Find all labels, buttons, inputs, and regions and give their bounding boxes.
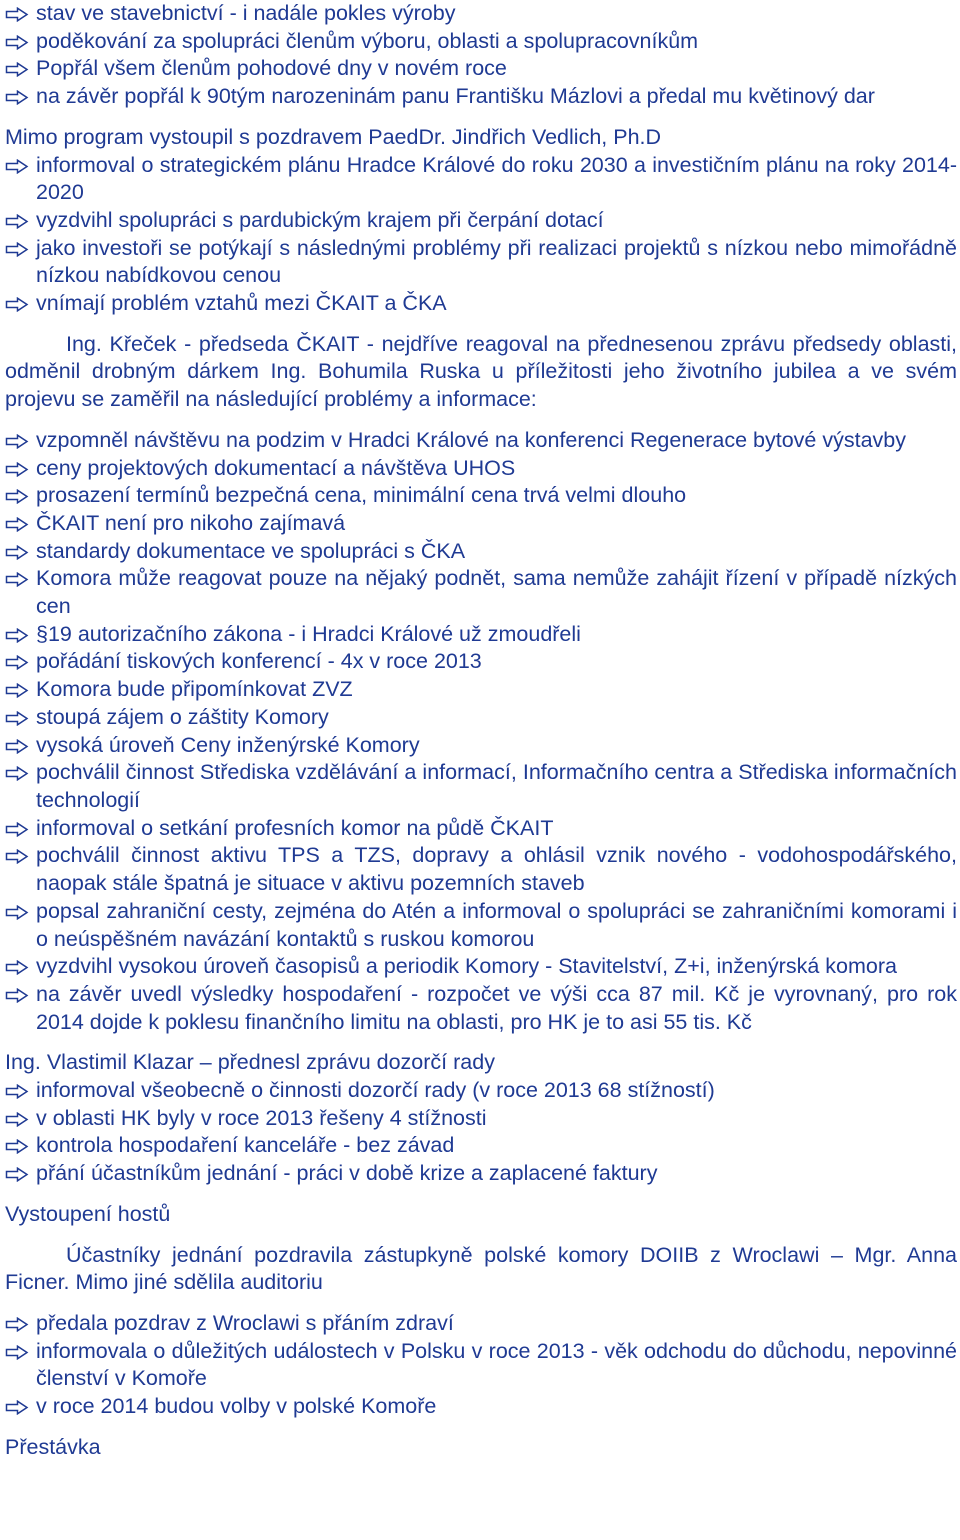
heading-break: Přestávka [5, 1434, 101, 1459]
list-item [5, 538, 957, 566]
outline-right-arrow-icon [5, 1084, 29, 1099]
list-vedlich-points [5, 152, 957, 318]
list-item-text: vyzdvihl vysokou úroveň časopisů a periodik Komory - Stavitelství, Z+i, inženýrská komora [36, 954, 897, 979]
outline-right-arrow-icon [5, 849, 29, 864]
list-item-text: popsal zahraniční cesty, zejména do Atén a informoval o spolupráci se zahraničními komorami i o neúspěšném navázání kontaktů s ruskou komorou [36, 898, 957, 951]
paragraph-ficner: Účastníky jednání pozdravila zástupkyně polské komory DOIIB z Wroclawi – Mgr. Anna Ficner. Mimo jiné sdělila auditoriu [5, 1242, 957, 1295]
list-item [5, 290, 957, 318]
outline-right-arrow-icon [5, 628, 29, 643]
list-item-text: předala pozdrav z Wroclawi s přáním zdraví [36, 1310, 454, 1335]
list-item-text: poděkování za spolupráci členům výboru, oblasti a spolupracovníkům [36, 28, 699, 53]
list-item-text: kontrola hospodaření kanceláře - bez závad [36, 1133, 455, 1158]
outline-right-arrow-icon [5, 1139, 29, 1154]
list-item [5, 704, 957, 732]
outline-right-arrow-icon [5, 545, 29, 560]
list-item-text: Komora může reagovat pouze na nějaký podnět, sama nemůže zahájit řízení v případě nízkých cen [36, 566, 957, 619]
list-item [5, 1077, 957, 1105]
list-item-text: prosazení termínů bezpečná cena, minimální cena trvá velmi dlouho [36, 483, 687, 508]
list-item-text: standardy dokumentace ve spolupráci s ČKA [36, 538, 466, 563]
list-item-text: pochválil činnost Střediska vzdělávání a informací, Informačního centra a Střediska informačních technologií [36, 760, 957, 812]
list-item-text: Popřál všem členům pohodové dny v novém roce [36, 56, 507, 81]
list-item-text: informoval o setkání profesních komor na půdě ČKAIT [36, 815, 554, 840]
outline-right-arrow-icon [5, 1400, 29, 1415]
outline-right-arrow-icon [5, 90, 29, 105]
heading-klazar: Ing. Vlastimil Klazar – přednesl zprávu dozorčí rady [5, 1050, 495, 1075]
list-supervisory-board [5, 1077, 957, 1188]
outline-right-arrow-icon [5, 1345, 29, 1360]
list-item-text: Komora bude připomínkovat ZVZ [36, 677, 353, 702]
heading-guests: Vystoupení hostů [5, 1201, 171, 1226]
list-item [5, 1160, 957, 1188]
list-item [5, 842, 957, 897]
document [5, 0, 957, 1461]
outline-right-arrow-icon [5, 1112, 29, 1127]
outline-right-arrow-icon [5, 683, 29, 698]
outline-right-arrow-icon [5, 7, 29, 22]
list-item [5, 676, 957, 704]
list-item-text: v oblasti HK byly v roce 2013 řešeny 4 stížnosti [36, 1105, 487, 1130]
outline-right-arrow-icon [5, 214, 29, 229]
outline-right-arrow-icon [5, 35, 29, 50]
outline-right-arrow-icon [5, 739, 29, 754]
list-item [5, 981, 957, 1036]
list-item [5, 207, 957, 235]
list-item [5, 648, 957, 676]
outline-right-arrow-icon [5, 822, 29, 837]
list-item [5, 0, 957, 28]
list-item [5, 1105, 957, 1133]
list-item [5, 953, 957, 981]
list-item [5, 1310, 957, 1338]
list-item-text: přání účastníkům jednání - práci v době krize a zaplacené faktury [36, 1161, 658, 1186]
list-item-text: na závěr uvedl výsledky hospodaření - rozpočet ve výši cca 87 mil. Kč je vyrovnaný, pro rok 2014 dojde k poklesu finančního limitu na oblasti, pro HK je to asi 55 tis. Kč [36, 981, 957, 1034]
heading-vedlich: Mimo program vystoupil s pozdravem PaedDr. Jindřich Vedlich, Ph.D [5, 124, 662, 149]
list-item [5, 732, 957, 760]
list-item [5, 759, 957, 814]
list-item-text: vyzdvihl spolupráci s pardubickým krajem při čerpání dotací [36, 207, 604, 232]
list-item [5, 83, 957, 111]
outline-right-arrow-icon [5, 297, 29, 312]
outline-right-arrow-icon [5, 489, 29, 504]
list-item [5, 1338, 957, 1393]
outline-right-arrow-icon [5, 988, 29, 1003]
list-item [5, 565, 957, 620]
list-item-text: vnímají problém vztahů mezi ČKAIT a ČKA [36, 291, 447, 316]
list-item [5, 898, 957, 953]
list-item [5, 1393, 957, 1421]
outline-right-arrow-icon [5, 766, 29, 781]
list-item [5, 815, 957, 843]
list-item-text: na závěr popřál k 90tým narozeninám panu Františku Mázlovi a předal mu květinový dar [36, 84, 875, 109]
list-item [5, 510, 957, 538]
list-item-text: stoupá zájem o záštity Komory [36, 704, 329, 729]
list-item [5, 427, 957, 455]
list-closing-remarks [5, 0, 957, 111]
paragraph-krecek: Ing. Křeček - předseda ČKAIT - nejdříve reagoval na přednesenou zprávu předsedy oblasti, odměnil drobným dárkem Ing. Bohumila Ruska u příležitosti jeho životního jubilea a ve svém projevu se zaměřil na následující problémy a informace: [5, 331, 957, 412]
list-item [5, 152, 957, 207]
list-item-text: §19 autorizačního zákona - i Hradci Králové už zmoudřeli [36, 621, 581, 646]
list-item [5, 621, 957, 649]
list-item [5, 455, 957, 483]
list-item-text: jako investoři se potýkají s následnými problémy při realizaci projektů s nízkou nebo mimořádně nízkou nabídkovou cenou [36, 235, 957, 288]
list-item [5, 55, 957, 83]
list-item [5, 1132, 957, 1160]
outline-right-arrow-icon [5, 434, 29, 449]
list-item-text: informovala o důležitých událostech v Polsku v roce 2013 - věk odchodu do důchodu, nepovinné členství v Komoře [36, 1338, 957, 1391]
list-item-text: vysoká úroveň Ceny inženýrské Komory [36, 732, 420, 757]
outline-right-arrow-icon [5, 159, 29, 174]
list-item-text: vzpomněl návštěvu na podzim v Hradci Králové na konferenci Regenerace bytové výstavby [36, 427, 907, 452]
outline-right-arrow-icon [5, 462, 29, 477]
outline-right-arrow-icon [5, 1167, 29, 1182]
outline-right-arrow-icon [5, 711, 29, 726]
outline-right-arrow-icon [5, 960, 29, 975]
outline-right-arrow-icon [5, 572, 29, 587]
outline-right-arrow-icon [5, 62, 29, 77]
list-item [5, 28, 957, 56]
list-krecek-points [5, 427, 957, 1036]
list-item-text: pochválil činnost aktivu TPS a TZS, dopravy a ohlásil vznik nového - vodohospodářského, naopak stále špatná je situace v aktivu pozemních staveb [36, 843, 957, 896]
list-item-text: informoval všeobecně o činnosti dozorčí rady (v roce 2013 68 stížností) [36, 1078, 715, 1103]
outline-right-arrow-icon [5, 517, 29, 532]
list-ficner-points [5, 1310, 957, 1421]
list-item-text: pořádání tiskových konferencí - 4x v roce 2013 [36, 649, 482, 674]
outline-right-arrow-icon [5, 905, 29, 920]
list-item-text: ceny projektových dokumentací a návštěva UHOS [36, 455, 516, 480]
list-item [5, 235, 957, 290]
outline-right-arrow-icon [5, 655, 29, 670]
list-item-text: v roce 2014 budou volby v polské Komoře [36, 1394, 437, 1419]
list-item-text: ČKAIT není pro nikoho zajímavá [36, 510, 346, 535]
outline-right-arrow-icon [5, 242, 29, 257]
list-item [5, 482, 957, 510]
list-item-text: informoval o strategickém plánu Hradce Králové do roku 2030 a investičním plánu na roky 2014-2020 [36, 152, 957, 205]
outline-right-arrow-icon [5, 1317, 29, 1332]
list-item-text: stav ve stavebnictví - i nadále pokles výroby [36, 1, 456, 25]
